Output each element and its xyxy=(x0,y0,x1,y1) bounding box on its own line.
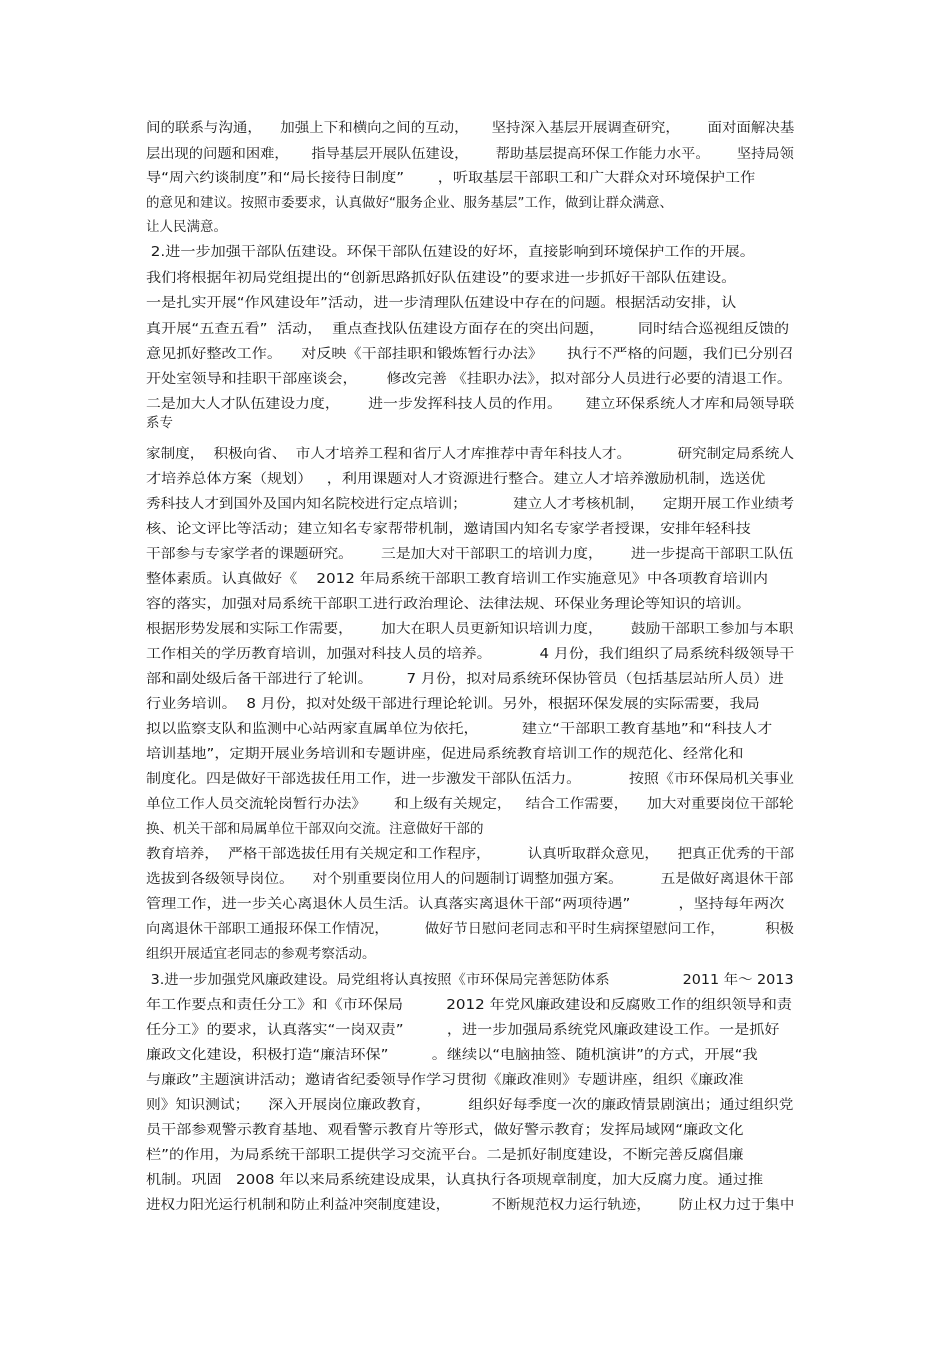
text-line: 则》知识测试； 深入开展岗位廉政教育， 组织好每季度一次的廉政情景剧演出；通过组织党 xyxy=(146,1097,794,1113)
text-line: 让人民满意。 xyxy=(146,219,227,235)
text-line: 间的联系与沟通， 加强上下和横向之间的互动， 坚持深入基层开展调查研究， 面对面解决基 xyxy=(146,120,795,136)
text-line: 单位工作人员交流轮岗暂行办法》 和上级有关规定， 结合工作需要， 加大对重要岗位干部轮 xyxy=(146,796,794,812)
text-line: 整体素质。认真做好《 2012 年局系统干部职工教育培训工作实施意见》中各项教育培训内 xyxy=(146,571,768,587)
text-line: 二是加大人才队伍建设力度， 进一步发挥科技人员的作用。 建立环保系统人才库和局领导联 xyxy=(146,396,795,412)
text-line: 一是扎实开展“作风建设年”活动，进一步清理队伍建设中存在的问题。根据活动安排，认 xyxy=(146,295,737,311)
text-line: 与廉政”主题演讲活动；邀请省纪委领导作学习贯彻《廉政准则》专题讲座，组织《廉政准 xyxy=(146,1072,744,1088)
text-line: 拟以监察支队和监测中心站两家直属单位为依托， 建立“干部职工教育基地”和“科技人才 xyxy=(146,721,773,737)
text-line: 根据形势发展和实际工作需要， 加大在职人员更新知识培训力度， 鼓励干部职工参加与本职 xyxy=(146,621,794,637)
text-line: 容的落实，加强对局系统干部职工进行政治理论、法律法规、环保业务理论等知识的培训。 xyxy=(146,596,751,612)
text-line: 任分工》的要求，认真落实“一岗双责” ，进一步加强局系统党风廉政建设工作。一是抓好 xyxy=(146,1022,780,1038)
text-line: 开处室领导和挂职干部座谈会， 修改完善 《挂职办法》，拟对部分人员进行必要的清退工作。 xyxy=(146,371,793,387)
text-line: 部和副处级后备干部进行了轮训。 7 月份，拟对局系统环保协管员（包括基层站所人员）进 xyxy=(146,671,784,687)
text-line: 廉政文化建设，积极打造“廉洁环保” 。继续以“电脑抽签、随机演讲”的方式，开展“我 xyxy=(146,1047,758,1063)
text-line: 的意见和建议。按照市委要求，认真做好“服务企业、服务基层”工作，做到让群众满意、 xyxy=(146,195,673,211)
text-line: 培训基地”，定期开展业务培训和专题讲座，促进局系统教育培训工作的规范化、经常化和 xyxy=(146,746,744,762)
text-line: 导“周六约谈制度”和“局长接待日制度” ，听取基层干部职工和广大群众对环境保护工作 xyxy=(146,170,756,186)
text-line: 年工作要点和责任分工》和《市环保局 2012 年党风廉政建设和反腐败工作的组织领导和责 xyxy=(146,997,792,1013)
text-line: 意见抓好整改工作。 对反映《干部挂职和锻炼暂行办法》 执行不严格的问题，我们已分别召 xyxy=(146,346,794,362)
text-line: 向离退休干部职工通报环保工作情况， 做好节日慰问老同志和平时生病探望慰问工作， 积极 xyxy=(146,921,794,937)
text-line: 才培养总体方案（规划） ，利用课题对人才资源进行整合。建立人才培养激励机制，选送优 xyxy=(146,471,766,487)
text-line: 员干部参观警示教育基地、观看警示教育片等形式，做好警示教育；发挥局域网“廉政文化 xyxy=(146,1122,744,1138)
text-line: 管理工作，进一步关心离退休人员生活。认真落实离退休干部“两项待遇” ，坚持每年两次 xyxy=(146,896,785,912)
text-line: 制度化。四是做好干部选拔任用工作，进一步激发干部队伍活力。 按照《市环保局机关事业 xyxy=(146,771,794,787)
text-line: 栏”的作用，为局系统干部职工提供学习交流平台。二是抓好制度建设，不断完善反腐倡廉 xyxy=(146,1147,744,1163)
text-line: 家制度， 积极向省、 市人才培养工程和省厅人才库推荐中青年科技人才。 研究制定局系统人 xyxy=(146,446,795,462)
text-line: 2.进一步加强干部队伍建设。环保干部队伍建设的好坏，直接影响到环境保护工作的开展。 xyxy=(146,244,755,260)
text-line: 换、机关干部和局属单位干部双向交流。注意做好干部的 xyxy=(146,821,484,837)
text-line: 系专 xyxy=(146,415,173,431)
text-line: 行业务培训。 8 月份，拟对处级干部进行理论轮训。另外，根据环保发展的实际需要，我局 xyxy=(146,696,760,712)
text-line: 进权力阳光运行机制和防止利益冲突制度建设， 不断规范权力运行轨迹， 防止权力过于集中 xyxy=(146,1197,795,1213)
text-line: 秀科技人才到国外及国内知名院校进行定点培训； 建立人才考核机制， 定期开展工作业绩考 xyxy=(146,496,795,512)
text-line: 工作相关的学历教育培训，加强对科技人员的培养。 4 月份，我们组织了局系统科级领导干 xyxy=(146,646,795,662)
text-line: 3.进一步加强党风廉政建设。局党组将认真按照《市环保局完善惩防体系 2011 年～ 2013 xyxy=(146,972,794,988)
text-line: 机制。巩固 2008 年以来局系统建设成果，认真执行各项规章制度，加大反腐力度。通过推 xyxy=(146,1172,764,1188)
text-line: 核、论文评比等活动；建立知名专家帮带机制，邀请国内知名专家学者授课，安排年轻科技 xyxy=(146,521,751,537)
text-line: 选拔到各级领导岗位。 对个别重要岗位用人的问题制订调整加强方案。 五是做好离退休干部 xyxy=(146,871,794,887)
text-line: 教育培养， 严格干部选拔任用有关规定和工作程序， 认真听取群众意见， 把真正优秀的干部 xyxy=(146,846,795,862)
text-line: 真开展“五查五看” 活动， 重点查找队伍建设方面存在的突出问题， 同时结合巡视组反馈的 xyxy=(146,321,790,337)
text-line: 干部参与专家学者的课题研究。 三是加大对干部职工的培训力度， 进一步提高干部职工队伍 xyxy=(146,546,794,562)
text-line: 层出现的问题和困难， 指导基层开展队伍建设， 帮助基层提高环保工作能力水平。 坚持局领 xyxy=(146,146,794,162)
text-line: 我们将根据年初局党组提出的“创新思路抓好队伍建设”的要求进一步抓好干部队伍建设。 xyxy=(146,270,737,286)
text-line: 组织开展适宜老同志的参观考察活动。 xyxy=(146,946,376,962)
